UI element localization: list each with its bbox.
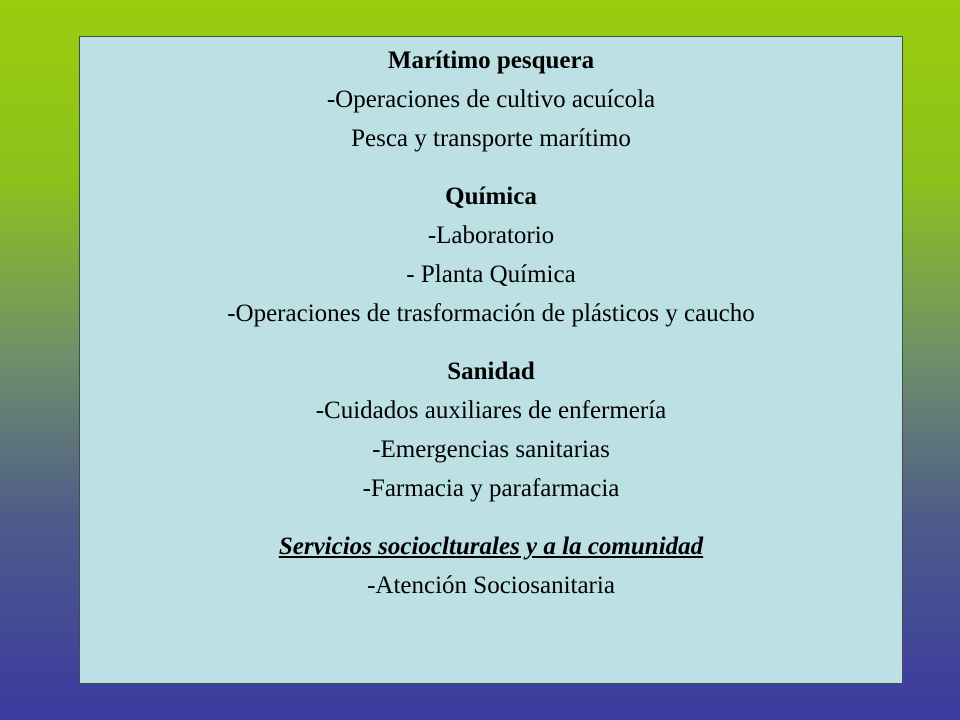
- section-maritimo-pesquera: [80, 41, 902, 158]
- section-quimica: [80, 177, 902, 333]
- section-item: -Laboratorio: [427, 222, 555, 249]
- section-item: -Atención Sociosanitaria: [367, 572, 615, 599]
- section-item: -Operaciones de cultivo acuícola: [326, 86, 656, 113]
- section-item: -Emergencias sanitarias: [372, 436, 610, 463]
- section-heading: Servicios socioclturales y a la comunidad: [278, 533, 704, 560]
- section-sanidad: [80, 352, 902, 508]
- section-item: - Planta Química: [406, 261, 576, 288]
- section-servicios: [80, 527, 902, 605]
- section-heading: Sanidad: [447, 358, 535, 385]
- content-box: [79, 36, 903, 684]
- section-item: -Farmacia y parafarmacia: [362, 475, 620, 502]
- section-item: -Cuidados auxiliares de enfermería: [315, 397, 667, 424]
- section-item: -Operaciones de trasformación de plásticos y caucho: [227, 300, 755, 327]
- section-heading: Química: [445, 183, 537, 210]
- section-heading: Marítimo pesquera: [387, 47, 595, 74]
- section-item: Pesca y transporte marítimo: [351, 125, 631, 152]
